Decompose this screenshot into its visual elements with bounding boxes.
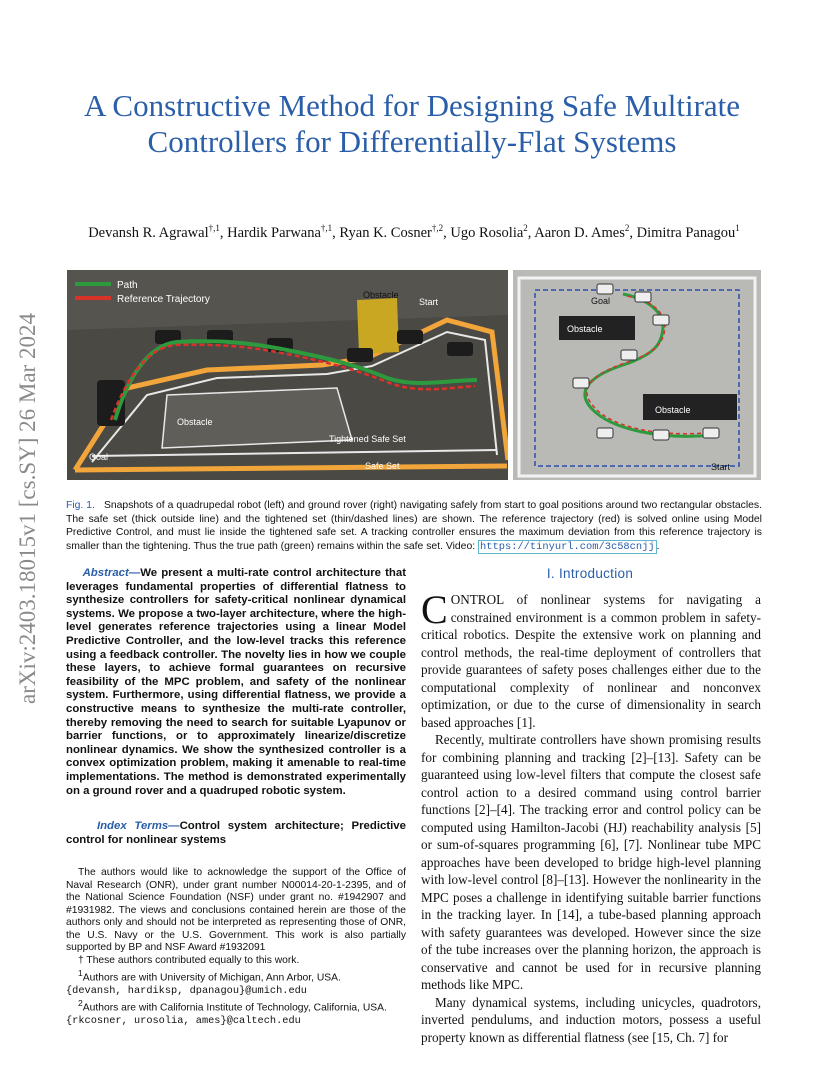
affiliation-1-email[interactable]: {devansh, hardiksp, dpanagou}@umich.edu <box>66 984 307 997</box>
safe-set-label: Safe Set <box>365 461 400 471</box>
drop-cap: C <box>421 587 448 632</box>
abstract <box>66 567 406 798</box>
rover-photo <box>513 270 761 480</box>
index-terms <box>66 820 406 847</box>
quadruped-photo <box>67 270 508 480</box>
obstacle-label: Obstacle <box>363 290 399 300</box>
affiliation-2: $^2$Authors are with California Institute of Technology, California, USA. <box>78 998 387 1014</box>
start-label: Start <box>419 297 439 307</box>
author-name: Aaron D. Ames <box>534 224 625 241</box>
author-name: Hardik Parwana <box>227 224 321 241</box>
author-name: Dimitra Panagou <box>636 224 736 241</box>
obstacle-label: Obstacle <box>655 405 691 415</box>
obstacle-label: Obstacle <box>567 324 603 334</box>
start-label: Start <box>711 462 731 472</box>
figure-label: Fig. 1. <box>66 500 95 511</box>
author-name: Ryan K. Cosner <box>339 224 432 241</box>
figure-caption: Fig. 1. Snapshots of a quadrupedal robot (left) and ground rover (right) navigating safely from start to goal positions around two rectangular obstacles. The safe set (thick outside line) and the tightened set (thin/dashed lines) are shown. The reference trajectory (red) is solved online using Model Predictive Control, and must lie inside the tightened safe set. A tracking controller ensures the maximum deviation from this reference trajectory is smaller than the tightening. Thus the true path (green) remains within the safe set. Video: https://tinyurl.com/3c58cnjj . <box>66 500 763 553</box>
introduction-body <box>421 587 761 1046</box>
arxiv-id: arXiv:2403.18015v1 [cs.SY] 26 Mar 2024 <box>15 313 40 704</box>
abstract-text: We present a multi-rate control architecture that leverages fundamental properties of differential flatness to synthesize controllers for safety-critical nonlinear dynamical systems. We propose a two-layer architecture, where the high-level generates reference trajectories using a linear Model Predictive Controller, and the low-level tracks this reference using a feedback controller. The novelty lies in how we couple these layers, to achieve formal guarantees on recursive feasibility of the MPC problem, and safety of the nonlinear system. Furthermore, using differential flatness, we provide a constructive means to synthesize the multi-rate controller, thereby removing the need to search for suitable Lyapunov or barrier functions, or to approximately linearize/discretize nonlinear dynamics. We show the synthesized controller is a convex optimization problem, making it amenable to real-time implementations. The method is demonstrated experimentally on a ground rover and a quadruped robotic system. <box>66 567 406 797</box>
footnotes <box>66 867 406 1028</box>
intro-paragraph: Recently, multirate controllers have shown promising results for combining planning and tracking [2]–[13]. Safety can be guaranteed using low-level filters that compute the closest safe control action to a desired command using control barrier functions [2]–[4]. The tracking error and control policy can be computed using Hamilton-Jacobi (HJ) reachability analysis [5] or sum-of-squares programming [6], [7]. Nonlinear tube MPC approaches have been developed to bridge high-level planning with low-level control [8]–[13]. However the nonlinearity in the MPC poses a challenge in identifying suitable barrier functions in the tracking layer. In [14], a tube-based planning approach with safety guarantees was developed. However since the size of the tube increases over the planning horizon, the approach is conservative and cannot be used for in recursive planning methods like MPC. <box>421 732 761 992</box>
section-heading: I. Introduction <box>546 566 634 581</box>
arxiv-stamp <box>4 286 44 706</box>
paper-title: A Constructive Method for Designing Safe Multirate Controllers for Differentially-Flat Systems <box>83 88 741 159</box>
intro-paragraph: CONTROL of nonlinear systems for navigating a constrained environment is a common problem in safety-critical robotics. Despite the extensive work on planning and control methods, the real-time deployment of controllers that provide guarantees of safety poses challenges either due to the computational complexity of nonlinear and nonconvex optimization, or due to the curse of dimensionality in search based approaches [1]. <box>421 587 761 730</box>
author-name: Devansh R. Agrawal <box>88 224 209 241</box>
author-name: Ugo Rosolia <box>450 224 524 241</box>
legend-reference-label: Reference Trajectory <box>117 294 210 305</box>
author-list: Devansh R. Agrawal$^{\dagger,1}$, Hardik Parwana$^{\dagger,1}$, Ryan K. Cosner$^{\dagger,2}$, Ugo Rosolia$^2$, Aaron D. Ames$^2$, Dimitra Panagou$^1$ <box>88 223 740 241</box>
abstract-lead: Abstract— <box>82 567 141 579</box>
intro-paragraph: Many dynamical systems, including unicycles, quadrotors, inverted pendulums, and induction motors, possess a useful property known as differential flatness (see [15, Ch. 7] for <box>421 994 761 1045</box>
goal-label: Goal <box>89 452 109 462</box>
legend-path-label: Path <box>117 280 138 291</box>
caption-text: Snapshots of a quadrupedal robot (left) and ground rover (right) navigating safely from start to goal positions around two rectangular obstacles. The safe set (thick outside line) and the tightened set (thin/dashed lines) are shown. The reference trajectory (red) is solved online using Model Predictive Control, and must lie inside the tightened safe set. A tracking controller ensures the maximum deviation from this reference trajectory is smaller than the tightening. Thus the true path (green) remains within the safe set. Video: <box>66 500 763 552</box>
index-terms-text: Control system architecture; Predictive control for nonlinear systems <box>66 820 406 846</box>
goal-label: Goal <box>591 296 611 306</box>
affiliation-2-email[interactable]: {rkcosner, urosolia, ames}@caltech.edu <box>66 1015 301 1028</box>
index-terms-lead: Index Terms— <box>96 820 180 832</box>
affiliation-1: $^1$Authors are with University of Michigan, Ann Arbor, USA. <box>78 968 341 984</box>
video-link[interactable]: https://tinyurl.com/3c58cnjj <box>480 540 655 553</box>
equal-contribution-note: † These authors contributed equally to this work. <box>78 954 300 966</box>
acknowledgment: The authors would like to acknowledge the support of the Office of Naval Research (ONR), under grant number N00014-20-1-2395, and of the National Science Foundation (NSF) under grant no. #1942907 and #1931982. The views and conclusions contained herein are those of the authors only and should not be interpreted as representing those of ONR, the U.S. Navy or the U.S. Government. This work is also partially supported by BP and NSF Award #1932091 <box>66 867 406 953</box>
obstacle-label: Obstacle <box>177 417 213 427</box>
tightened-safe-set-label: Tightened Safe Set <box>329 434 406 444</box>
